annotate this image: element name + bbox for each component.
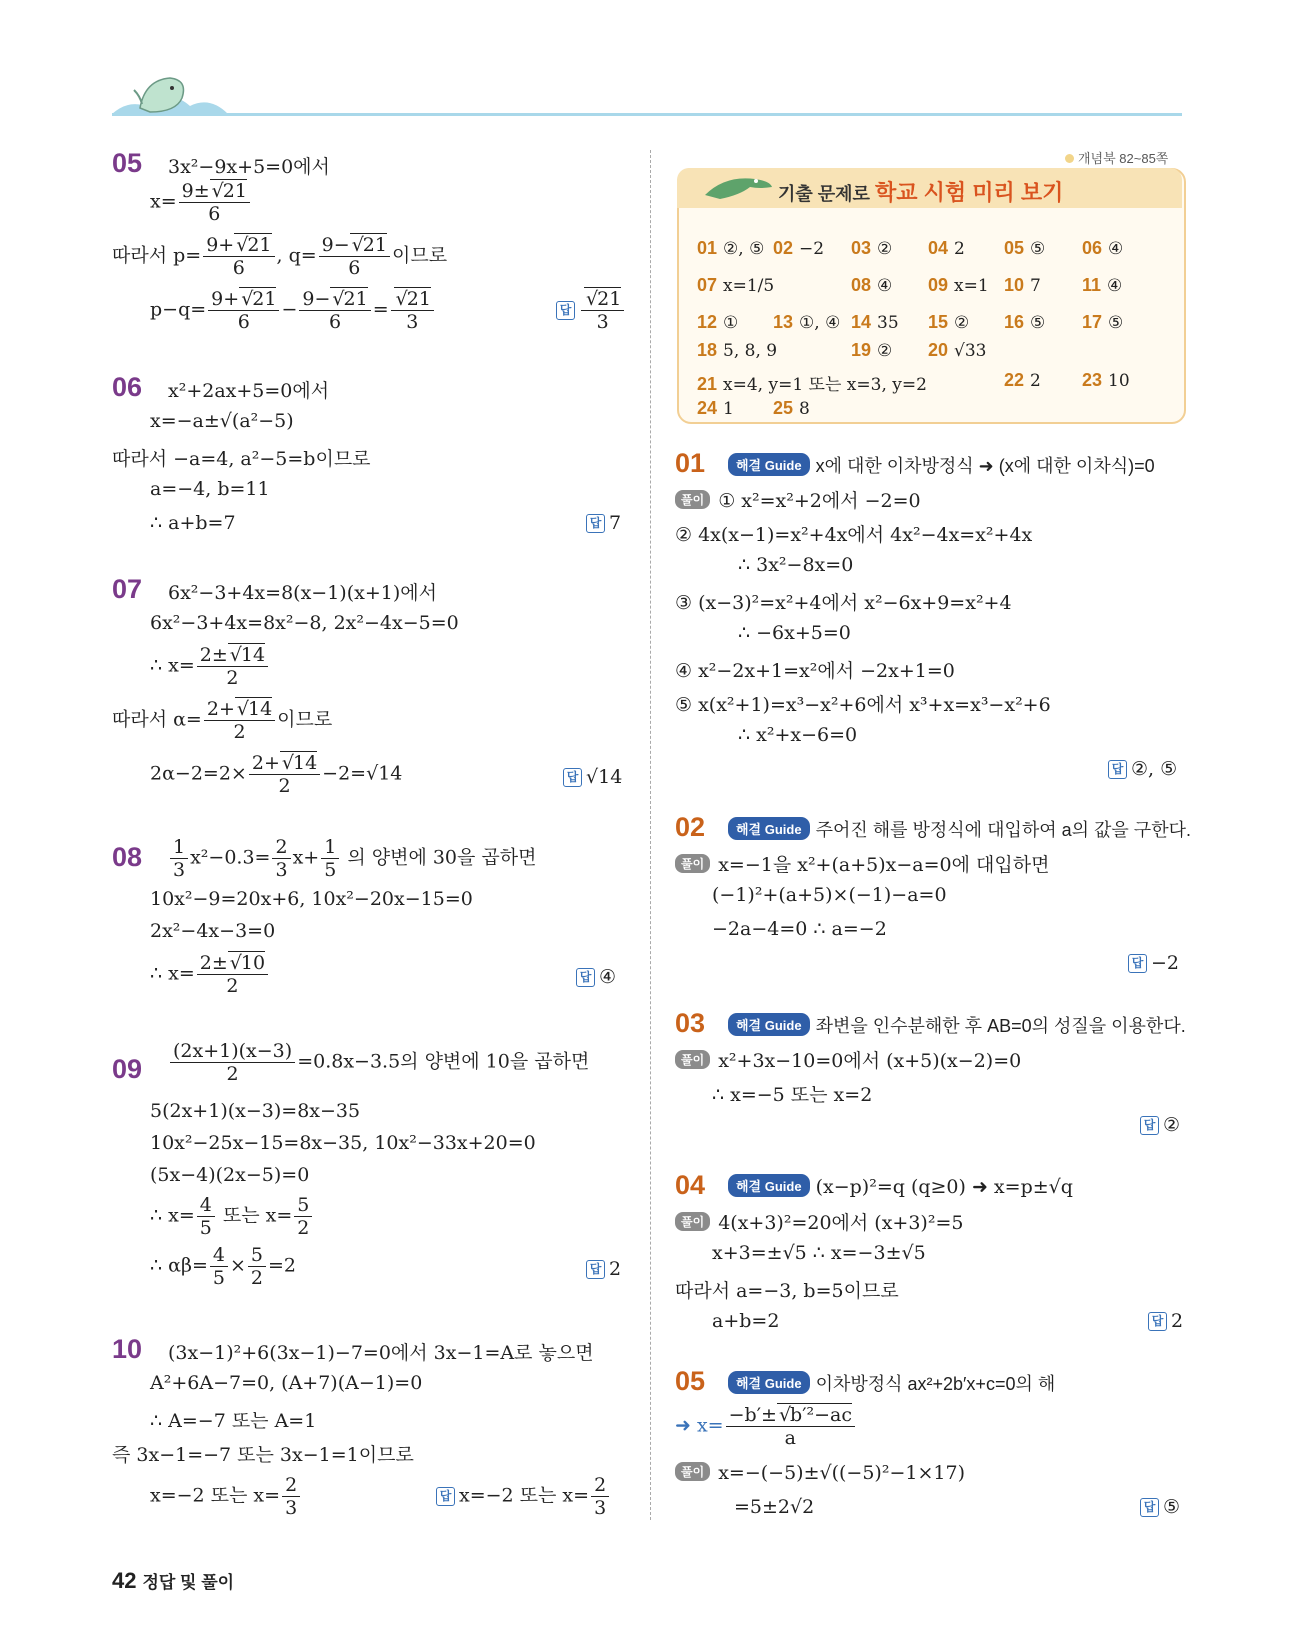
- problem-line: x= $\frac{9\pm√ 21}{6}$: [150, 180, 252, 225]
- answer-summary-item: 18 5, 8, 9: [697, 340, 778, 361]
- page-footer: 42 정답 및 풀이: [112, 1568, 235, 1593]
- problem-line: ∴ a+b=7: [150, 512, 236, 534]
- answer-summary-item: 12 ①: [697, 312, 739, 333]
- answer-summary-item: 03 ②: [851, 238, 893, 259]
- problem-line: a=−4, b=11: [150, 478, 270, 500]
- answer-summary-item: 22 2: [1004, 370, 1041, 391]
- solution-number: 05: [675, 1366, 706, 1396]
- answer-summary-item: 08 ④: [851, 275, 893, 296]
- solution-line: ∴ −6x+5=0: [738, 622, 851, 644]
- problem-line: A²+6A−7=0, (A+7)(A−1)=0: [150, 1372, 423, 1394]
- solution-line: ③ (x−3)²=x²+4에서 x²−6x+9=x²+4: [675, 592, 1012, 614]
- problem-line: 2α−2=2× $\frac{2+√ 14}{2}$ −2=√14: [150, 752, 402, 797]
- answer-summary-item: 09 x=1: [928, 275, 989, 296]
- answer-summary-item: 13 ①, ④: [773, 312, 841, 333]
- answer-summary-title: 기출 문제로 학교 시험 미리 보기: [778, 180, 1064, 205]
- problem-line: 따라서 α= $\frac{2+√ 14}{2}$ 이므로: [112, 698, 332, 743]
- problem-line: 즉 3x−1=−7 또는 3x−1=1이므로: [112, 1444, 414, 1466]
- problem-number: 07: [112, 574, 143, 604]
- solution-line: ∴ x²+x−6=0: [738, 724, 858, 746]
- answer: 답 7: [586, 512, 621, 534]
- solution-line: 풀이 x²+3x−10=0에서 (x+5)(x−2)=0: [675, 1046, 1021, 1073]
- solution-line: ② 4x(x−1)=x²+4x에서 4x²−4x=x²+4x: [675, 524, 1033, 546]
- solution-number: 02: [675, 812, 706, 842]
- problem-line: 3x²−9x+5=0에서: [168, 156, 330, 178]
- problem-line: 따라서 p= $\frac{9+√ 21}{6}$ , q= $\frac{9-√ 21}{6}$ 이므로: [112, 234, 447, 279]
- problem-line: ∴ x= $\frac{2\pm√ 14}{2}$: [150, 644, 270, 689]
- guide-line: 해결 Guide 주어진 해를 방정식에 대입하여 a의 값을 구한다.: [728, 816, 1191, 842]
- solution-line: =5±2√2: [734, 1496, 815, 1518]
- answer-summary-item: 21 x=4, y=1 또는 x=3, y=2: [697, 374, 927, 395]
- crocodile-icon: [700, 165, 775, 205]
- solution-line: ➜ x= $\frac{\text{−b′±√ b′²−ac}}{a}$: [675, 1404, 857, 1449]
- answer-summary-item: 05 ⑤: [1004, 238, 1046, 259]
- header-rule: [112, 113, 1182, 116]
- problem-line: ∴ αβ= $\frac{4}{5}$ × $\frac{5}{2}$ =2: [150, 1244, 296, 1289]
- problem-line: (5x−4)(2x−5)=0: [150, 1164, 310, 1186]
- problem-line: 6x²−3+4x=8x²−8, 2x²−4x−5=0: [150, 612, 459, 634]
- solution-line: (−1)²+(a+5)×(−1)−a=0: [712, 884, 947, 906]
- solution-line: ⑤ x(x²+1)=x³−x²+6에서 x³+x=x³−x²+6: [675, 694, 1051, 716]
- guide-line: 해결 Guide (x−p)²=q (q≥0) ➜ x=p±√q: [728, 1174, 1073, 1198]
- solution-number: 04: [675, 1170, 706, 1200]
- answer-summary-item: 25 8: [773, 398, 810, 419]
- problem-line: ∴ A=−7 또는 A=1: [150, 1410, 317, 1432]
- problem-line: $\frac{(2x+1)(x-3)}{2}$ =0.8x−3.5의 양변에 10을 곱하면: [168, 1040, 589, 1085]
- answer: 답 −2: [1128, 952, 1179, 974]
- problem-number: 09: [112, 1054, 143, 1084]
- problem-line: 2x²−4x−3=0: [150, 920, 276, 942]
- solution-number: 01: [675, 448, 706, 478]
- solution-line: −2a−4=0 ∴ a=−2: [712, 918, 887, 940]
- solution-line: 풀이 ① x²=x²+2에서 −2=0: [675, 486, 921, 513]
- problem-line: x²+2ax+5=0에서: [168, 380, 330, 402]
- solution-line: 풀이 x=−1을 x²+(a+5)x−a=0에 대입하면: [675, 850, 1049, 877]
- problem-line: x=−a±√(a²−5): [150, 410, 294, 432]
- problem-line: $\frac{1}{3}$ x²−0.3= $\frac{2}{3}$ x+ $\frac{1}{5}$ 의 양변에 30을 곱하면: [168, 836, 536, 881]
- problem-number: 06: [112, 372, 143, 402]
- answer: 답 ⑤: [1140, 1496, 1180, 1518]
- answer: 답 ②, ⑤: [1108, 758, 1177, 780]
- problem-line: (3x−1)²+6(3x−1)−7=0에서 3x−1=A로 놓으면: [168, 1342, 594, 1364]
- answer: 답 √14: [563, 766, 622, 788]
- problem-line: ∴ x= $\frac{2\pm√ 10}{2}$: [150, 952, 270, 997]
- solution-line: 따라서 a=−3, b=5이므로: [675, 1280, 899, 1302]
- problem-line: ∴ x= $\frac{4}{5}$ 또는 x= $\frac{5}{2}$: [150, 1194, 314, 1239]
- solution-number: 03: [675, 1008, 706, 1038]
- problem-line: 10x²−25x−15=8x−35, 10x²−33x+20=0: [150, 1132, 536, 1154]
- problem-number: 08: [112, 842, 143, 872]
- answer-summary-item: 06 ④: [1082, 238, 1124, 259]
- answer-summary-item: 24 1: [697, 398, 734, 419]
- answer-summary-item: 01 ②, ⑤: [697, 238, 765, 259]
- solution-line: ④ x²−2x+1=x²에서 −2x+1=0: [675, 660, 955, 682]
- answer: 답 √ $\frac{21}{3}$: [556, 288, 626, 333]
- problem-line: 10x²−9=20x+6, 10x²−20x−15=0: [150, 888, 473, 910]
- answer-summary-item: 19 ②: [851, 340, 893, 361]
- answer-summary-item: 23 10: [1082, 370, 1130, 391]
- answer-summary-item: 04 2: [928, 238, 965, 259]
- solution-line: x+3=±√5 ∴ x=−3±√5: [712, 1242, 926, 1264]
- problem-number: 10: [112, 1334, 143, 1364]
- answer-summary-item: 11 ④: [1082, 275, 1123, 296]
- answer: 답 ④: [576, 966, 616, 988]
- whale-logo: [110, 68, 230, 116]
- column-divider: [650, 150, 651, 1520]
- problem-line: x=−2 또는 x= $\frac{2}{3}$: [150, 1474, 302, 1519]
- problem-number: 05: [112, 148, 143, 178]
- guide-line: 해결 Guide 이차방정식 ax²+2b′x+c=0의 해: [728, 1370, 1055, 1396]
- problem-line: 6x²−3+4x=8(x−1)(x+1)에서: [168, 582, 437, 604]
- answer-summary-item: 14 35: [851, 312, 899, 333]
- answer-summary-item: 07 x=1/5: [697, 275, 775, 296]
- answer: 답 ②: [1140, 1114, 1180, 1136]
- solution-line: ∴ 3x²−8x=0: [738, 554, 854, 576]
- answer-summary-item: 10 7: [1004, 275, 1041, 296]
- solution-line: a+b=2: [712, 1310, 780, 1332]
- guide-line: 해결 Guide 좌변을 인수분해한 후 AB=0의 성질을 이용한다.: [728, 1012, 1186, 1038]
- guide-line: 해결 Guide x에 대한 이차방정식 ➜ (x에 대한 이차식)=0: [728, 452, 1155, 478]
- answer-summary-item: 20 √33: [928, 340, 987, 361]
- solution-line: ∴ x=−5 또는 x=2: [712, 1084, 873, 1106]
- answer-summary-item: 02 −2: [773, 238, 825, 259]
- answer-summary-item: 16 ⑤: [1004, 312, 1046, 333]
- page-reference: 개념북 82~85쪽: [1065, 148, 1168, 167]
- answer: 답 x=−2 또는 x= $\frac{2}{3}$: [436, 1474, 611, 1519]
- solution-line: 풀이 4(x+3)²=20에서 (x+3)²=5: [675, 1208, 963, 1235]
- solution-line: 풀이 x=−(−5)±√((−5)²−1×17): [675, 1462, 965, 1484]
- answer: 답 2: [586, 1258, 621, 1280]
- problem-line: 따라서 −a=4, a²−5=b이므로: [112, 448, 371, 470]
- answer-summary-item: 17 ⑤: [1082, 312, 1124, 333]
- answer-summary-item: 15 ②: [928, 312, 970, 333]
- problem-line: 5(2x+1)(x−3)=8x−35: [150, 1100, 361, 1122]
- answer: 답 2: [1148, 1310, 1183, 1332]
- problem-line: p−q= $\frac{9+√ 21}{6}$ − $\frac{9-√ 21}{6}$ = √ $\frac{21}{3}$: [150, 288, 436, 333]
